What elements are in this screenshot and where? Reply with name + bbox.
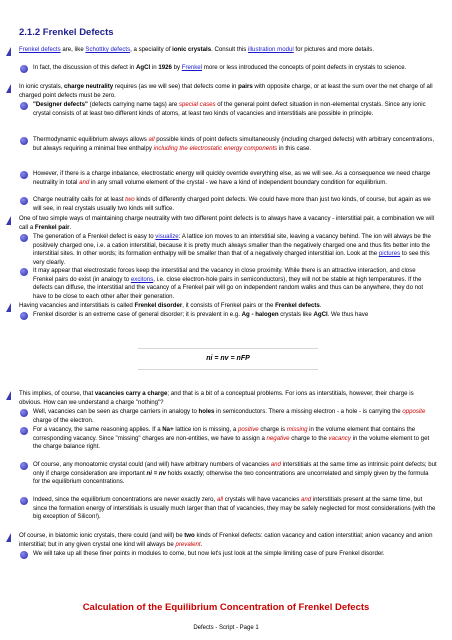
triangle-bullet-icon [6,84,11,93]
text: charge to the [289,434,329,442]
text-bold: charge neutrality [64,83,114,90]
paragraph-1-sub [33,64,437,73]
text-bold: "Designer defects" [33,101,88,108]
text: Well, vacancies can be seen as charge carriers in analogy to [33,408,199,415]
text: . [319,302,322,309]
text: ; and that is a bit of a conceptual problems. For ions as interstitials, however, their charge is obvious. How can we understand a charge "nothing"? [19,390,414,406]
calculation-heading: Calculation of the Equilibrium Concentration of Frenkel Defects [82,602,370,613]
text-emphasis: and [300,496,312,503]
formula-frenkel-equilibrium: ni = nv = nFP [138,348,318,370]
text: , a speciality of [130,46,173,53]
text: charge of the electron. [33,416,94,424]
text: in the volume element to get the charge balance right. [33,434,430,451]
paragraph-5-sub-2 [33,426,437,452]
link-frenkel[interactable]: Frenkel [181,64,203,71]
text-bold: vacancies carry a charge [94,390,168,397]
paragraph-2-sub-4 [33,196,437,213]
text-bold: AgCl [313,311,328,318]
link-excitons[interactable]: excitons [130,275,154,283]
text: interstitials at the same time as intrinsic point defects; but only if charge consideration are important [33,461,437,477]
text: . We thus have [327,311,369,318]
text-bold: 1926 [158,64,172,71]
text: Of course, in biatomic ionic crystals, there could (and will) be [19,532,185,539]
text: . [200,540,203,548]
text: This implies, of course, that [19,390,95,397]
text: . [69,223,72,231]
text-emphasis: all [148,136,155,143]
text-bold: Ag - halogen [241,311,279,318]
circle-bullet-icon [20,312,28,320]
text: more or less introduced the concepts of point defects in crystals to science. [202,64,407,71]
circle-bullet-icon [20,427,28,435]
text-bold: ionic crystals [172,46,212,53]
text: in this case. [277,144,312,152]
text: in the volume element that contains the corresponding vacancy. Since "missing" charges are non-entities, we have to assign a [33,426,416,442]
text-emphasis: opposite [402,408,426,415]
circle-bullet-icon [20,65,28,73]
text: : A lattice ion moves to an interstitial site, leaving a vacancy behind. The ion will always be the positively charged one, i.e. a cation interstitial, because it is pretty much always smaller than the negatively charged one and thus fits better into the interstitial sites. In other words; its formation enthalpy will be smaller than that of a negatively charged interstitial ion. Look at the [33,233,431,258]
text: interstitials present at the same time, but since the formation energy of interstitials is usually much larger than that of vacancies, they may be safely neglected for most considerations (with the big exception of Silicon!). [33,496,436,521]
circle-bullet-icon [20,197,28,205]
text: for pictures and more details. [293,46,375,53]
text: , i.e. close electron-hole pairs in semiconductors), they will not be stable at high temperatures. If the defects can diffuse, the interstitial and the vacancy of a Frenkel pair will go on independent random walks and thus can be anywhere, they do not have to be close to each other after their generation. [33,275,424,300]
paragraph-2-sub-1 [33,101,437,118]
text: crystals will have vacancies [223,496,301,503]
circle-bullet-icon [20,137,28,145]
page-footer: Defects - Script - Page 1 [193,625,259,631]
text-emphasis: special cases [179,101,216,108]
text: are, like [60,46,86,53]
text-bold: Na+ [162,426,174,433]
text-bold: two [184,532,195,539]
paragraph-6-sub [33,550,437,559]
triangle-bullet-icon [6,47,11,56]
paragraph-2-sub-3 [33,170,437,187]
paragraph-4 [19,302,437,311]
text: In fact, the discussion of this defect in [33,64,136,71]
text-emphasis: positive [238,426,259,433]
text: lattice ion is missing, a [173,426,238,433]
triangle-bullet-icon [6,216,11,225]
text: requires (as we will see) that defects come in [113,83,239,90]
text-emphasis: negative [266,434,290,442]
text: . Consult this [211,46,248,53]
text: Charge neutrality calls for at least [33,196,126,203]
text-bold: Frenkel disorder [134,302,183,309]
text: kinds of Frenkel defects: cation vacancy and cation interstitial; anion vacancy and anion interstitial; but in any given crystal one kind will always be [19,532,433,548]
text: In ionic crystals, [19,83,65,90]
circle-bullet-icon [20,409,28,417]
text: Thermodynamic equilibrium always allows [33,136,149,143]
circle-bullet-icon [20,462,28,470]
text-bold: Frenkel pair [34,223,70,231]
text-emphasis: prevalent [175,540,201,548]
text: by [171,64,182,71]
formula-inline: ni = nv [146,469,166,477]
paragraph-2-sub-2 [33,136,437,153]
link-illustration-modul[interactable]: illustration modul [248,46,294,53]
text-emphasis: and [79,178,90,186]
paragraph-5-sub-4 [33,496,437,522]
circle-bullet-icon [20,234,28,242]
paragraph-5 [19,390,437,407]
text-bold: holes [198,408,215,415]
text: in semiconductors. There a missing electron - a hole - is carrying the [214,408,403,415]
text: We will take up all these finer points in modules to come, but now let's just look at the simple limiting case of pure Frenkel disorder. [33,550,385,557]
text: Indeed, since the equilibrium concentrations are never exactly zero, [33,496,217,503]
paragraph-5-sub-1 [33,408,437,425]
paragraph-2 [19,83,437,100]
text: For a vacancy, the same reasoning applies. If a [33,426,163,433]
text-emphasis: including the electrostatic energy components [153,144,278,152]
text: crystals like [278,311,314,318]
circle-bullet-icon [20,171,28,179]
text: in any small volume element of the crystal - we have a kind of independent boundary condition for equilibrium. [89,178,387,186]
text: One of two simple ways of maintaining charge neutrality with two different point defects is to always have a vacancy - interstitial pair, a combination we will call a [19,215,435,231]
text-bold: AgCl [135,64,151,71]
text: However, if there is a charge inbalance, electrostatic energy will quickly override everything else, as we will see. As a consequence we need charge neutrality in total [33,170,431,186]
text-emphasis: all [216,496,224,503]
text-bold: Frenkel defects [275,302,320,309]
text: , it consists of Frenkel pairs or the [182,302,276,309]
paragraph-3 [19,215,437,232]
text-emphasis: missing [286,426,308,433]
text: Frenkel disorder is an extreme case of general disorder; it is prevalent in e.g. [33,311,242,318]
circle-bullet-icon [20,268,28,276]
text: holds exactly; otherwise the two concentrations are uncorrelated and simply given by the formula for the equilibrium concentrations. [33,469,429,486]
text: (defects carrying name tags) are [87,101,179,108]
text: to see this very clearly. [33,250,430,266]
link-visualize[interactable]: visualize [155,233,179,240]
section-title: 2.1.2 Frenkel Defects [19,27,114,38]
triangle-bullet-icon [6,533,11,542]
text: Having vacancies and interstitials is called [19,302,135,309]
text-emphasis: and [270,461,281,468]
link-pictures[interactable]: pictures [378,250,401,258]
paragraph-5-sub-3 [33,461,437,487]
text-emphasis: two [125,196,135,203]
text: of the general point defect situation in non-elemental crystals. Since any ionic crystal consists of at least two different kinds of atoms, at least two kinds of vacancies and interstitials are possible in principle. [33,101,426,117]
paragraph-6 [19,532,437,549]
circle-bullet-icon [20,497,28,505]
triangle-bullet-icon [6,391,11,400]
text-emphasis: vacancy [328,434,351,442]
text: The generation of a Frenkel defect is easy to [33,233,156,240]
paragraph-1 [19,46,437,55]
circle-bullet-icon [20,102,28,110]
text-bold: pairs [238,83,253,90]
paragraph-3-sub-2 [33,267,437,301]
triangle-bullet-icon [6,303,11,312]
text: kinds of differently charged point defects. We could have more than just two kinds, of course, but again as we will see, in real crystals usually two kinds will suffice. [33,196,431,212]
link-schottky-defects[interactable]: Schottky defects [85,46,131,53]
paragraph-4-sub [33,311,437,320]
text: in [150,64,159,71]
link-frenkel-defects[interactable]: Frenkel defects [19,46,61,53]
circle-bullet-icon [20,551,28,559]
text: Of course, any monoatomic crystal could (and will) have arbitrary numbers of vacancies [33,461,271,468]
text: It may appear that electrostatic forces keep the interstitial and the vacancy in close proximity. While there is an attractive interaction, and close Frenkel pairs do exist (in analogy to [33,267,416,283]
text: possible kinds of point defects simultaneously (including charged defects) with arbitrary concentrations, but always requiring a minimal free enthalpy [33,136,435,152]
text: charge is [258,426,287,433]
text: with opposite charge, or at least the sum over the net charge of all charged point defects must be zero. [19,83,433,99]
paragraph-3-sub-1 [33,233,437,267]
